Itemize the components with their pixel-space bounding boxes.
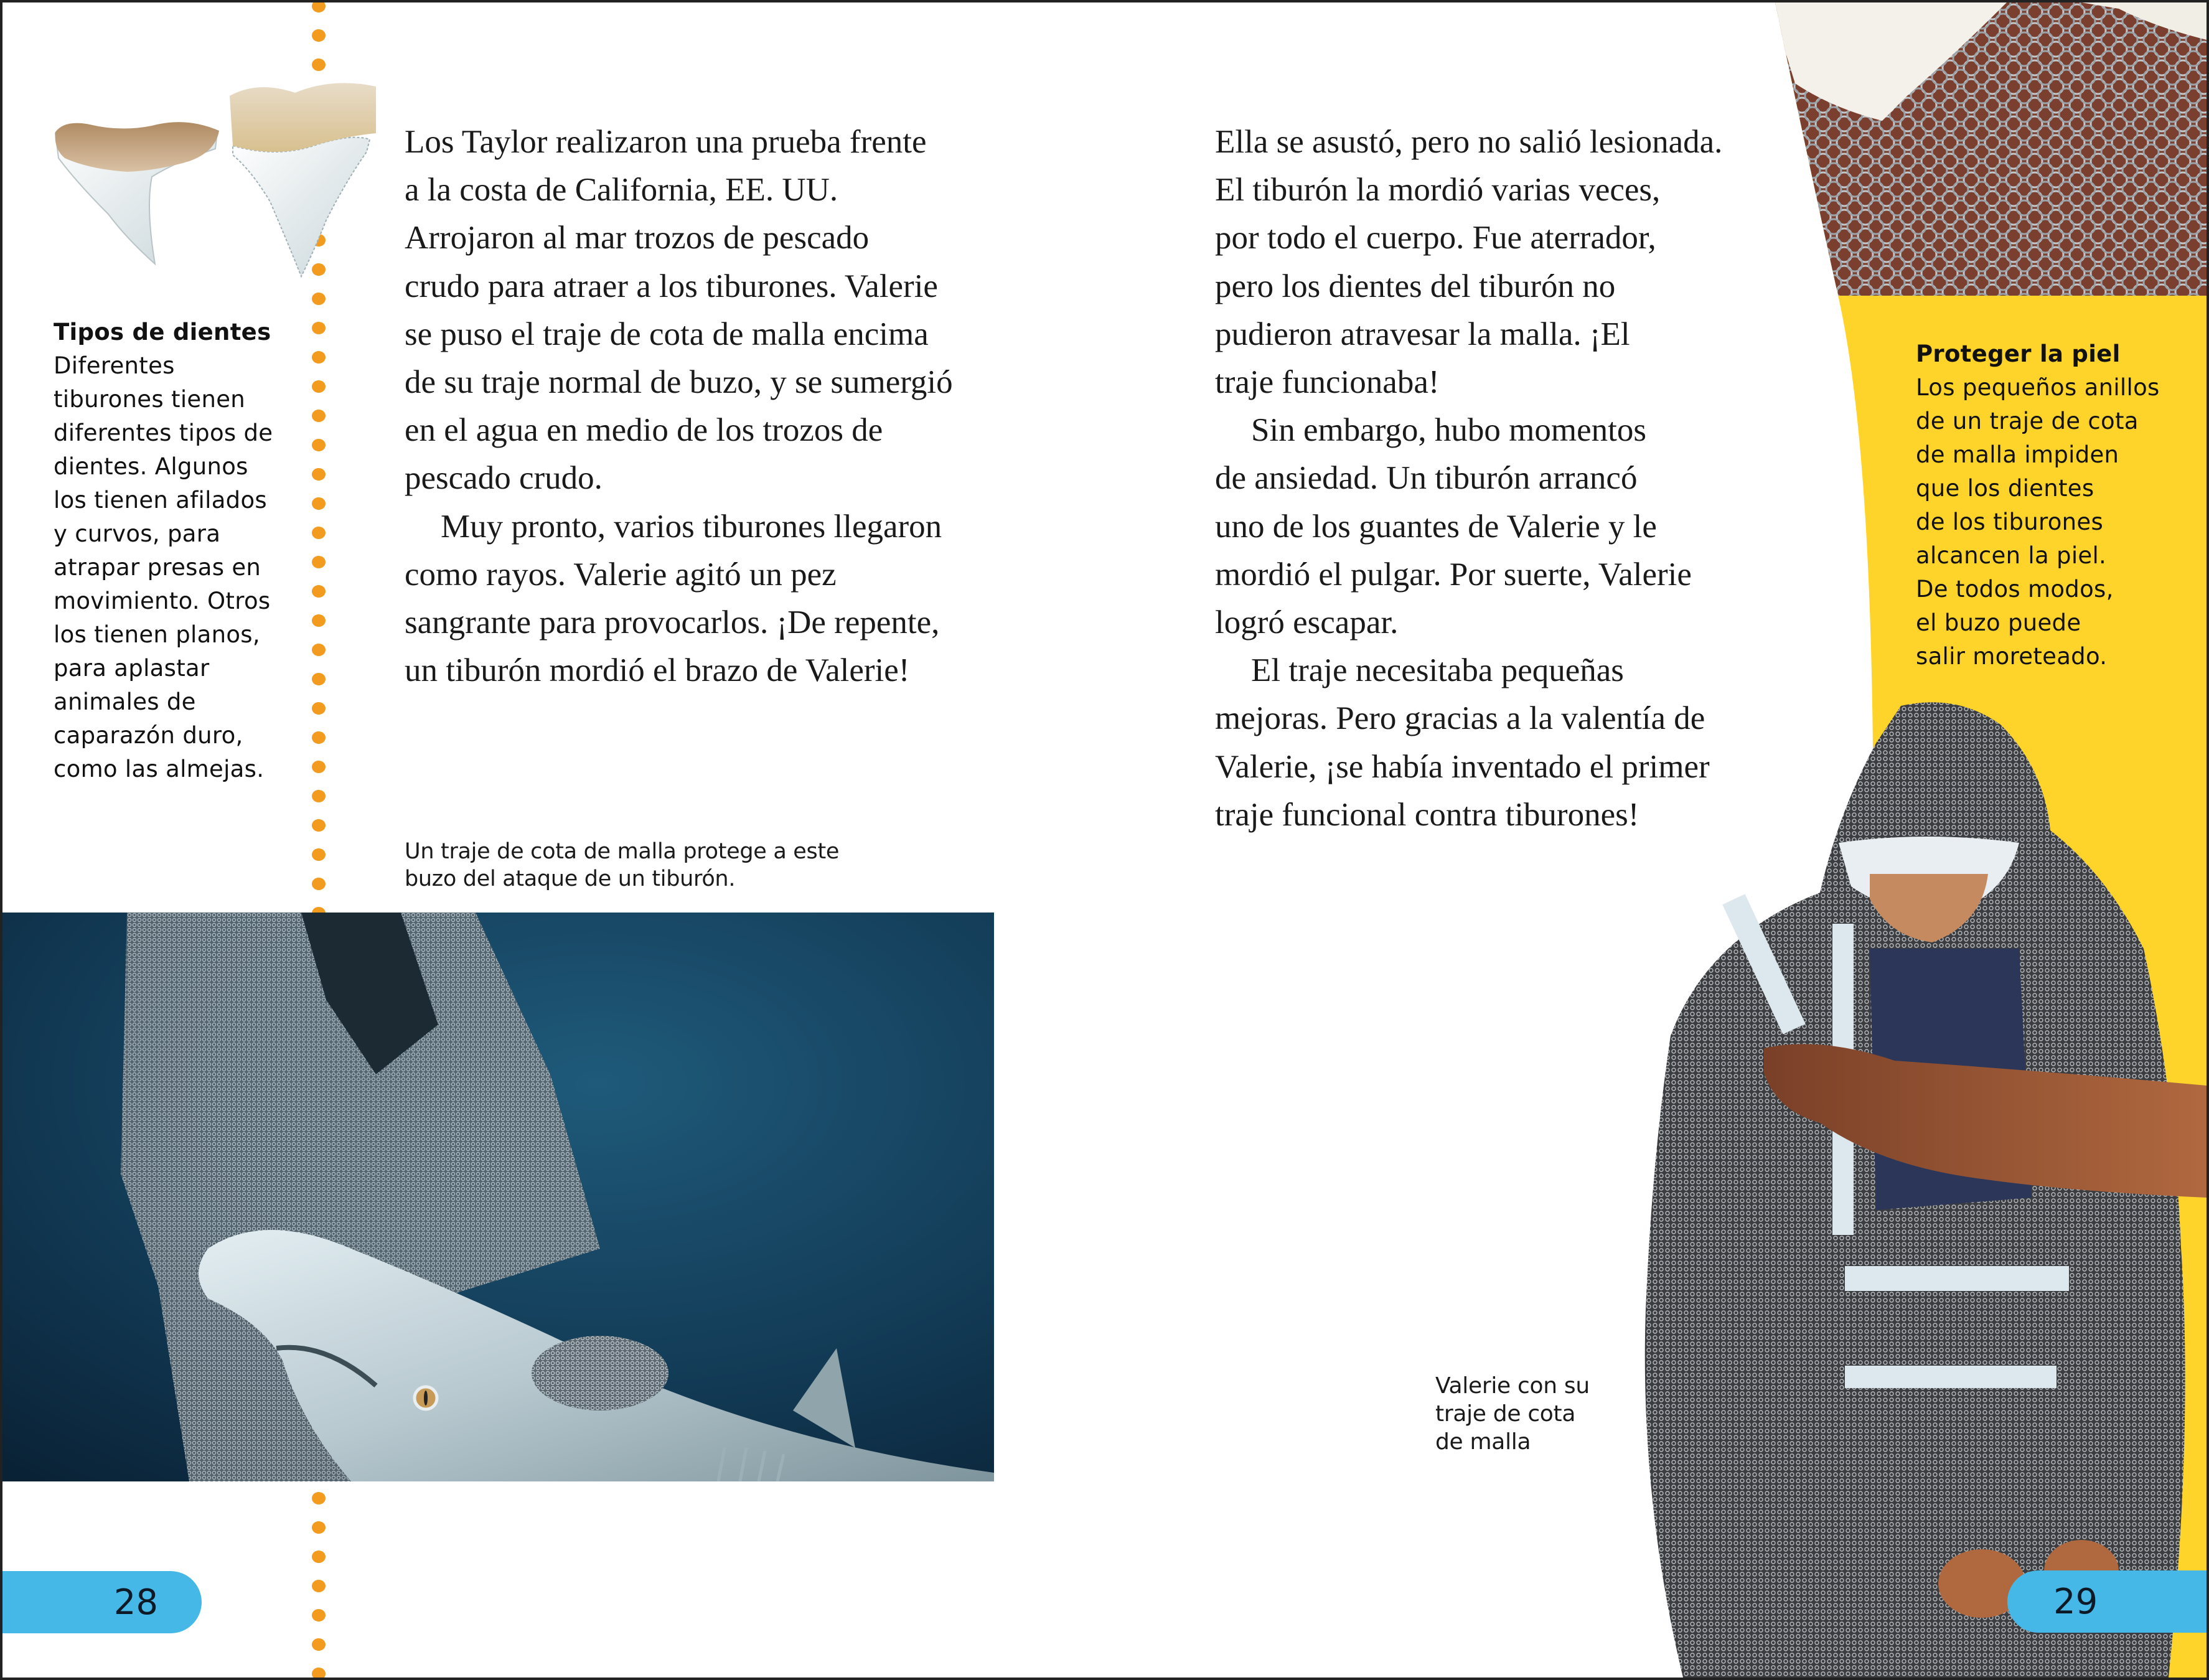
body-line: Valerie, ¡se había inventado el primer bbox=[1215, 748, 1710, 785]
sidebar-title: Tipos de dientes bbox=[54, 319, 271, 345]
page-number-label: 28 bbox=[113, 1582, 158, 1623]
sidebar-line: movimiento. Otros bbox=[54, 588, 271, 614]
book-spread bbox=[2, 2, 2207, 1678]
body-line: de su traje normal de buzo, y se sumergió bbox=[405, 364, 953, 401]
sidebar-line: de un traje de cota bbox=[1916, 408, 2139, 434]
body-line: pescado crudo. bbox=[405, 460, 603, 497]
sidebar-line: dientes. Algunos bbox=[54, 453, 248, 480]
body-line: un tiburón mordió el brazo de Valerie! bbox=[405, 652, 910, 689]
caption-line: Un traje de cota de malla protege a este bbox=[405, 839, 840, 864]
sidebar-line: el buzo puede bbox=[1916, 609, 2081, 636]
sidebar-line: y curvos, para bbox=[54, 520, 221, 547]
divider-dot bbox=[312, 702, 326, 715]
divider-dot bbox=[312, 1521, 326, 1534]
body-line: uno de los guantes de Valerie y le bbox=[1215, 508, 1657, 545]
body-line: El tiburón la mordió varias veces, bbox=[1215, 172, 1661, 209]
sidebar-line: salir moreteado. bbox=[1916, 643, 2108, 670]
body-line: logró escapar. bbox=[1215, 604, 1399, 641]
sidebar-line: alcancen la piel. bbox=[1916, 542, 2107, 569]
body-text-left bbox=[405, 118, 953, 695]
body-line: como rayos. Valerie agitó un pez bbox=[405, 556, 837, 593]
body-line: El traje necesitaba pequeñas bbox=[1251, 652, 1624, 689]
divider-dot bbox=[312, 878, 326, 890]
body-line: Sin embargo, hubo momentos bbox=[1251, 412, 1646, 449]
sidebar-line: los tienen planos, bbox=[54, 621, 260, 648]
divider-dot bbox=[312, 585, 326, 598]
divider-dot bbox=[312, 410, 326, 422]
sidebar-line: tiburones tienen bbox=[54, 386, 246, 413]
body-line: pero los dientes del tiburón no bbox=[1215, 268, 1616, 304]
body-line: mejoras. Pero gracias a la valentía de bbox=[1215, 700, 1705, 737]
divider-dot bbox=[312, 644, 326, 656]
body-line: pudieron atravesar la malla. ¡El bbox=[1215, 316, 1630, 352]
body-line: crudo para atraer a los tiburones. Valerie bbox=[405, 268, 938, 304]
sidebar-protect-skin bbox=[1916, 337, 2190, 673]
divider-dot bbox=[312, 2, 326, 12]
sidebar-line: de los tiburones bbox=[1916, 509, 2104, 535]
sidebar-line: diferentes tipos de bbox=[54, 420, 273, 446]
body-line: traje funcional contra tiburones! bbox=[1215, 796, 1639, 833]
body-line: Arrojaron al mar trozos de pescado bbox=[405, 220, 870, 256]
body-line: por todo el cuerpo. Fue aterrador, bbox=[1215, 220, 1656, 256]
sidebar-tooth-types bbox=[54, 316, 296, 786]
page-number-left bbox=[2, 1571, 202, 1633]
divider-dot bbox=[312, 439, 326, 451]
body-line: Los Taylor realizaron una prueba frente bbox=[405, 124, 927, 160]
divider-dot bbox=[312, 468, 326, 481]
body-line: se puso el traje de cota de malla encima bbox=[405, 316, 929, 352]
divider-dot bbox=[312, 1492, 326, 1504]
shark-diver-photo bbox=[2, 913, 994, 1481]
divider-dot bbox=[312, 614, 326, 627]
divider-dot bbox=[312, 29, 326, 42]
divider-dot bbox=[312, 1609, 326, 1621]
sidebar-line: animales de bbox=[54, 688, 196, 715]
sidebar-line: caparazón duro, bbox=[54, 722, 243, 749]
divider-dot bbox=[312, 293, 326, 305]
divider-dot bbox=[312, 848, 326, 861]
shark-teeth-image bbox=[52, 59, 382, 289]
divider-dot bbox=[312, 819, 326, 832]
body-line: de ansiedad. Un tiburón arrancó bbox=[1215, 460, 1638, 497]
sidebar-line: de malla impiden bbox=[1916, 441, 2119, 468]
caption-line: Valerie con su bbox=[1435, 1373, 1590, 1399]
sidebar-line: los tienen afilados bbox=[54, 487, 267, 514]
divider-dot bbox=[312, 556, 326, 568]
body-line: Muy pronto, varios tiburones llegaron bbox=[441, 508, 942, 545]
sidebar-line: Los pequeños anillos bbox=[1916, 374, 2160, 401]
sidebar-line: como las almejas. bbox=[54, 756, 265, 782]
divider-dot bbox=[312, 1668, 326, 1678]
page-number-right bbox=[2007, 1570, 2207, 1633]
valerie-chainmail-photo bbox=[1633, 687, 2207, 1678]
divider-dot bbox=[312, 351, 326, 364]
body-line: Ella se asustó, pero no salió lesionada. bbox=[1215, 124, 1723, 160]
divider-dot bbox=[312, 761, 326, 773]
divider-dot bbox=[312, 497, 326, 510]
divider-dot bbox=[312, 1580, 326, 1592]
divider-dot bbox=[312, 1551, 326, 1563]
divider-dot bbox=[312, 322, 326, 334]
body-line: en el agua en medio de los trozos de bbox=[405, 412, 883, 449]
sidebar-title: Proteger la piel bbox=[1916, 340, 2121, 367]
body-line: mordió el pulgar. Por suerte, Valerie bbox=[1215, 556, 1692, 593]
sidebar-line: que los dientes bbox=[1916, 475, 2094, 502]
sidebar-line: atrapar presas en bbox=[54, 554, 261, 581]
caption-line: de malla bbox=[1435, 1429, 1531, 1455]
body-line: traje funcionaba! bbox=[1215, 364, 1440, 401]
body-line: sangrante para provocarlos. ¡De repente, bbox=[405, 604, 940, 641]
divider-dot bbox=[312, 380, 326, 393]
divider-dot bbox=[312, 731, 326, 744]
divider-dot bbox=[312, 1638, 326, 1651]
caption-valerie-photo bbox=[1435, 1372, 1590, 1456]
sidebar-line: De todos modos, bbox=[1916, 576, 2114, 603]
caption-shark-photo bbox=[405, 838, 839, 893]
divider-dot bbox=[312, 790, 326, 802]
sidebar-line: para aplastar bbox=[54, 655, 210, 682]
divider-dot bbox=[312, 527, 326, 539]
body-line: a la costa de California, EE. UU. bbox=[405, 172, 838, 209]
caption-line: traje de cota bbox=[1435, 1401, 1576, 1427]
page-number-label: 29 bbox=[2053, 1581, 2098, 1622]
sidebar-line: Diferentes bbox=[54, 352, 175, 379]
divider-dot bbox=[312, 673, 326, 685]
caption-line: buzo del ataque de un tiburón. bbox=[405, 866, 736, 891]
